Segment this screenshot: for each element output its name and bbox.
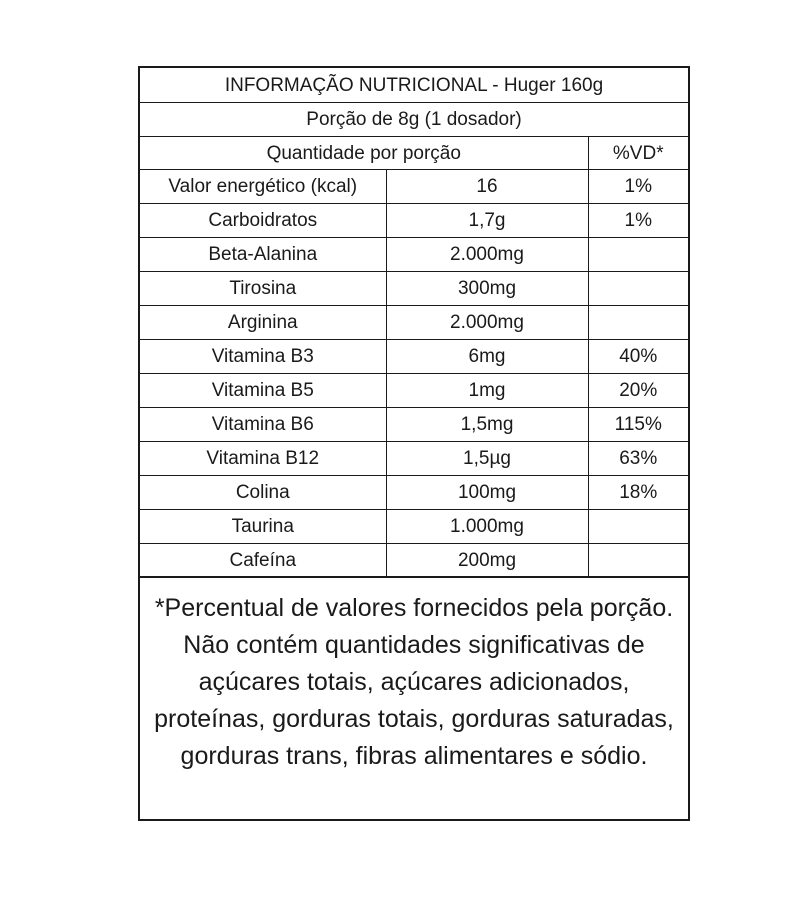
nutrient-vd: 20% (588, 374, 688, 408)
table-row (140, 272, 688, 306)
nutrient-name: Vitamina B3 (140, 340, 386, 374)
table-row (140, 170, 688, 204)
nutrient-vd (588, 238, 688, 272)
nutrient-name: Valor energético (kcal) (140, 170, 386, 204)
nutrient-name: Colina (140, 476, 386, 510)
nutrient-name: Beta-Alanina (140, 238, 386, 272)
nutrition-table (140, 68, 688, 577)
nutrient-vd (588, 306, 688, 340)
table-row (140, 544, 688, 577)
title-row (140, 68, 688, 103)
quantity-header: Quantidade por porção (140, 137, 588, 170)
nutrient-amount: 16 (386, 170, 588, 204)
nutrient-amount: 1,7g (386, 204, 588, 238)
nutrient-amount: 200mg (386, 544, 588, 577)
nutrient-amount: 2.000mg (386, 238, 588, 272)
table-row (140, 204, 688, 238)
table-row (140, 408, 688, 442)
nutrient-vd (588, 510, 688, 544)
nutrient-vd: 1% (588, 170, 688, 204)
nutrient-amount: 300mg (386, 272, 588, 306)
footnote: *Percentual de valores fornecidos pela porção. Não contém quantidades significativas de açúcares totais, açúcares adicionados, proteínas, gorduras totais, gorduras saturadas, gorduras trans, fibras alimentares e sódio. (140, 577, 688, 775)
column-header-row (140, 137, 688, 170)
table-row (140, 238, 688, 272)
vd-header: %VD* (588, 137, 688, 170)
table-row (140, 374, 688, 408)
nutrient-amount: 6mg (386, 340, 588, 374)
nutrient-amount: 1.000mg (386, 510, 588, 544)
nutrient-name: Vitamina B5 (140, 374, 386, 408)
nutrient-name: Cafeína (140, 544, 386, 577)
nutrient-vd (588, 544, 688, 577)
nutrient-amount: 100mg (386, 476, 588, 510)
table-row (140, 510, 688, 544)
nutrient-vd: 40% (588, 340, 688, 374)
nutrition-facts-label (138, 66, 690, 821)
nutrient-name: Vitamina B6 (140, 408, 386, 442)
nutrient-vd: 1% (588, 204, 688, 238)
nutrient-vd: 18% (588, 476, 688, 510)
portion-size: Porção de 8g (1 dosador) (140, 103, 688, 137)
table-row (140, 442, 688, 476)
nutrient-amount: 1,5µg (386, 442, 588, 476)
nutrient-vd (588, 272, 688, 306)
nutrient-amount: 1,5mg (386, 408, 588, 442)
nutrient-vd: 115% (588, 408, 688, 442)
nutrient-amount: 1mg (386, 374, 588, 408)
table-row (140, 476, 688, 510)
table-row (140, 306, 688, 340)
nutrient-name: Arginina (140, 306, 386, 340)
nutrient-vd: 63% (588, 442, 688, 476)
nutrient-name: Tirosina (140, 272, 386, 306)
nutrient-amount: 2.000mg (386, 306, 588, 340)
nutrient-name: Carboidratos (140, 204, 386, 238)
table-row (140, 340, 688, 374)
portion-row (140, 103, 688, 137)
label-title: INFORMAÇÃO NUTRICIONAL - Huger 160g (140, 68, 688, 103)
nutrient-name: Vitamina B12 (140, 442, 386, 476)
nutrient-name: Taurina (140, 510, 386, 544)
